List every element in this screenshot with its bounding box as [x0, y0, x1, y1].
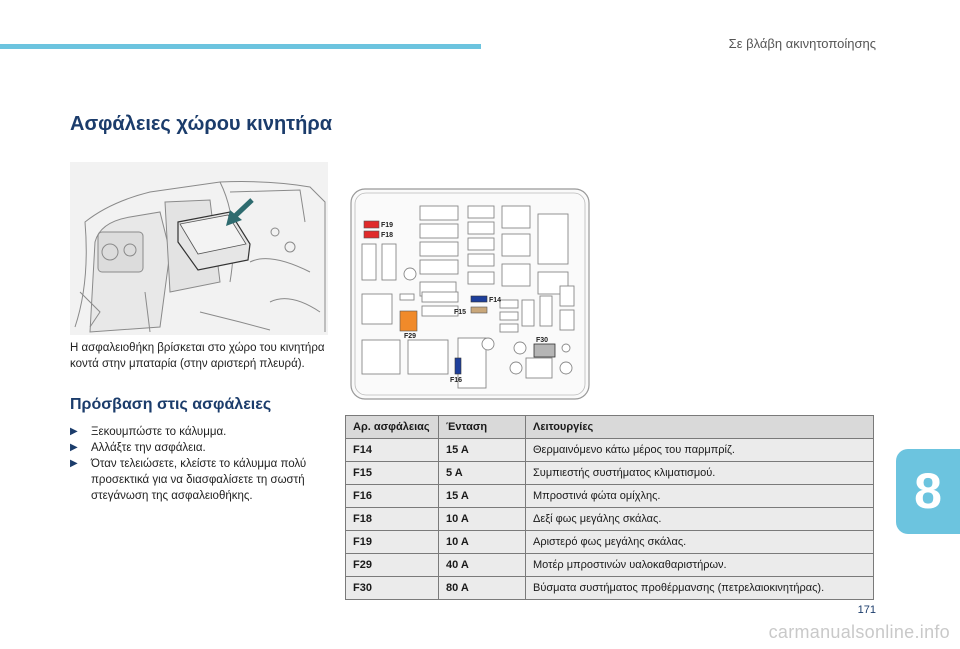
amperage-cell: 5 A [439, 462, 526, 485]
page-number: 171 [857, 604, 876, 616]
watermark: carmanualsonline.info [768, 622, 950, 642]
table-row [346, 554, 874, 577]
access-steps-list [70, 424, 332, 504]
fuse-f30 [534, 344, 555, 357]
table-row [346, 577, 874, 600]
table-row [346, 485, 874, 508]
table-row [346, 462, 874, 485]
function-cell: Συμπιεστής συστήματος κλιματισμού. [526, 462, 874, 485]
chapter-number-tab: 8 [896, 449, 960, 534]
fuse-f16 [455, 358, 461, 374]
chapter-title: Σε βλάβη ακινητοποίησης [728, 36, 876, 51]
table-row [346, 439, 874, 462]
fuse-f15-label: F15 [454, 309, 467, 316]
arrow-icon [226, 200, 252, 226]
engine-compartment-drawing [70, 162, 328, 335]
fuse-box-diagram [350, 188, 590, 400]
fuse-f29-label: F29 [404, 333, 417, 340]
section-title: Ασφάλειες χώρου κινητήρα [70, 113, 332, 135]
column-header-fuse-number: Αρ. ασφάλειας [346, 416, 439, 439]
photo-caption: Η ασφαλειοθήκη βρίσκεται στο χώρο του κινητήρα κοντά στην μπαταρία (στην αριστερή πλευρά). [70, 342, 325, 370]
fuse-number-cell: F16 [346, 485, 439, 508]
amperage-cell: 80 A [439, 577, 526, 600]
fuse-table [345, 415, 874, 600]
fuse-number-cell: F19 [346, 531, 439, 554]
fuse-number-cell: F18 [346, 508, 439, 531]
fuse-f19-label: F19 [381, 222, 394, 229]
table-header-row [346, 416, 874, 439]
access-section-title: Πρόσβαση στις ασφάλειες [70, 396, 272, 413]
function-cell: Μπροστινά φώτα ομίχλης. [526, 485, 874, 508]
engine-compartment-illustration [70, 162, 328, 335]
fuse-f14 [471, 296, 487, 302]
fuse-box-schematic [350, 188, 590, 400]
step-text: Όταν τελειώσετε, κλείστε το κάλυμμα πολύ προσεκτικά για να διασφαλίσετε τη σωστή στεγάνωση της ασφαλειοθήκης. [91, 458, 307, 502]
list-item [70, 440, 332, 456]
amperage-cell: 10 A [439, 531, 526, 554]
step-text: Ξεκουμπώστε το κάλυμμα. [91, 426, 227, 438]
fuse-f18 [364, 231, 379, 238]
fuse-number-cell: F15 [346, 462, 439, 485]
amperage-cell: 15 A [439, 485, 526, 508]
header-accent-bar [0, 44, 481, 49]
column-header-amperage: Ένταση [439, 416, 526, 439]
step-text: Αλλάξτε την ασφάλεια. [91, 442, 206, 454]
column-header-functions: Λειτουργίες [526, 416, 874, 439]
list-item [70, 424, 332, 440]
function-cell: Δεξί φως μεγάλης σκάλας. [526, 508, 874, 531]
bullet-icon: ▶ [70, 426, 78, 437]
table-row [346, 508, 874, 531]
fuse-f14-label: F14 [489, 297, 502, 304]
fuse-f30-label: F30 [536, 337, 549, 344]
fuse-number-cell: F29 [346, 554, 439, 577]
function-cell: Αριστερό φως μεγάλης σκάλας. [526, 531, 874, 554]
fuse-f15 [471, 307, 487, 313]
bullet-icon: ▶ [70, 458, 78, 469]
table-row [346, 531, 874, 554]
function-cell: Βύσματα συστήματος προθέρμανσης (πετρελαιοκινητήρας). [526, 577, 874, 600]
fuse-f19 [364, 221, 379, 228]
fuse-f18-label: F18 [381, 232, 394, 239]
fuse-number-cell: F30 [346, 577, 439, 600]
amperage-cell: 40 A [439, 554, 526, 577]
amperage-cell: 10 A [439, 508, 526, 531]
amperage-cell: 15 A [439, 439, 526, 462]
bullet-icon: ▶ [70, 442, 78, 453]
fuse-f16-label: F16 [450, 377, 463, 384]
function-cell: Μοτέρ μπροστινών υαλοκαθαριστήρων. [526, 554, 874, 577]
fuse-number-cell: F14 [346, 439, 439, 462]
fuse-f29 [400, 311, 417, 331]
list-item [70, 456, 332, 504]
function-cell: Θερμαινόμενο κάτω μέρος του παρμπρίζ. [526, 439, 874, 462]
